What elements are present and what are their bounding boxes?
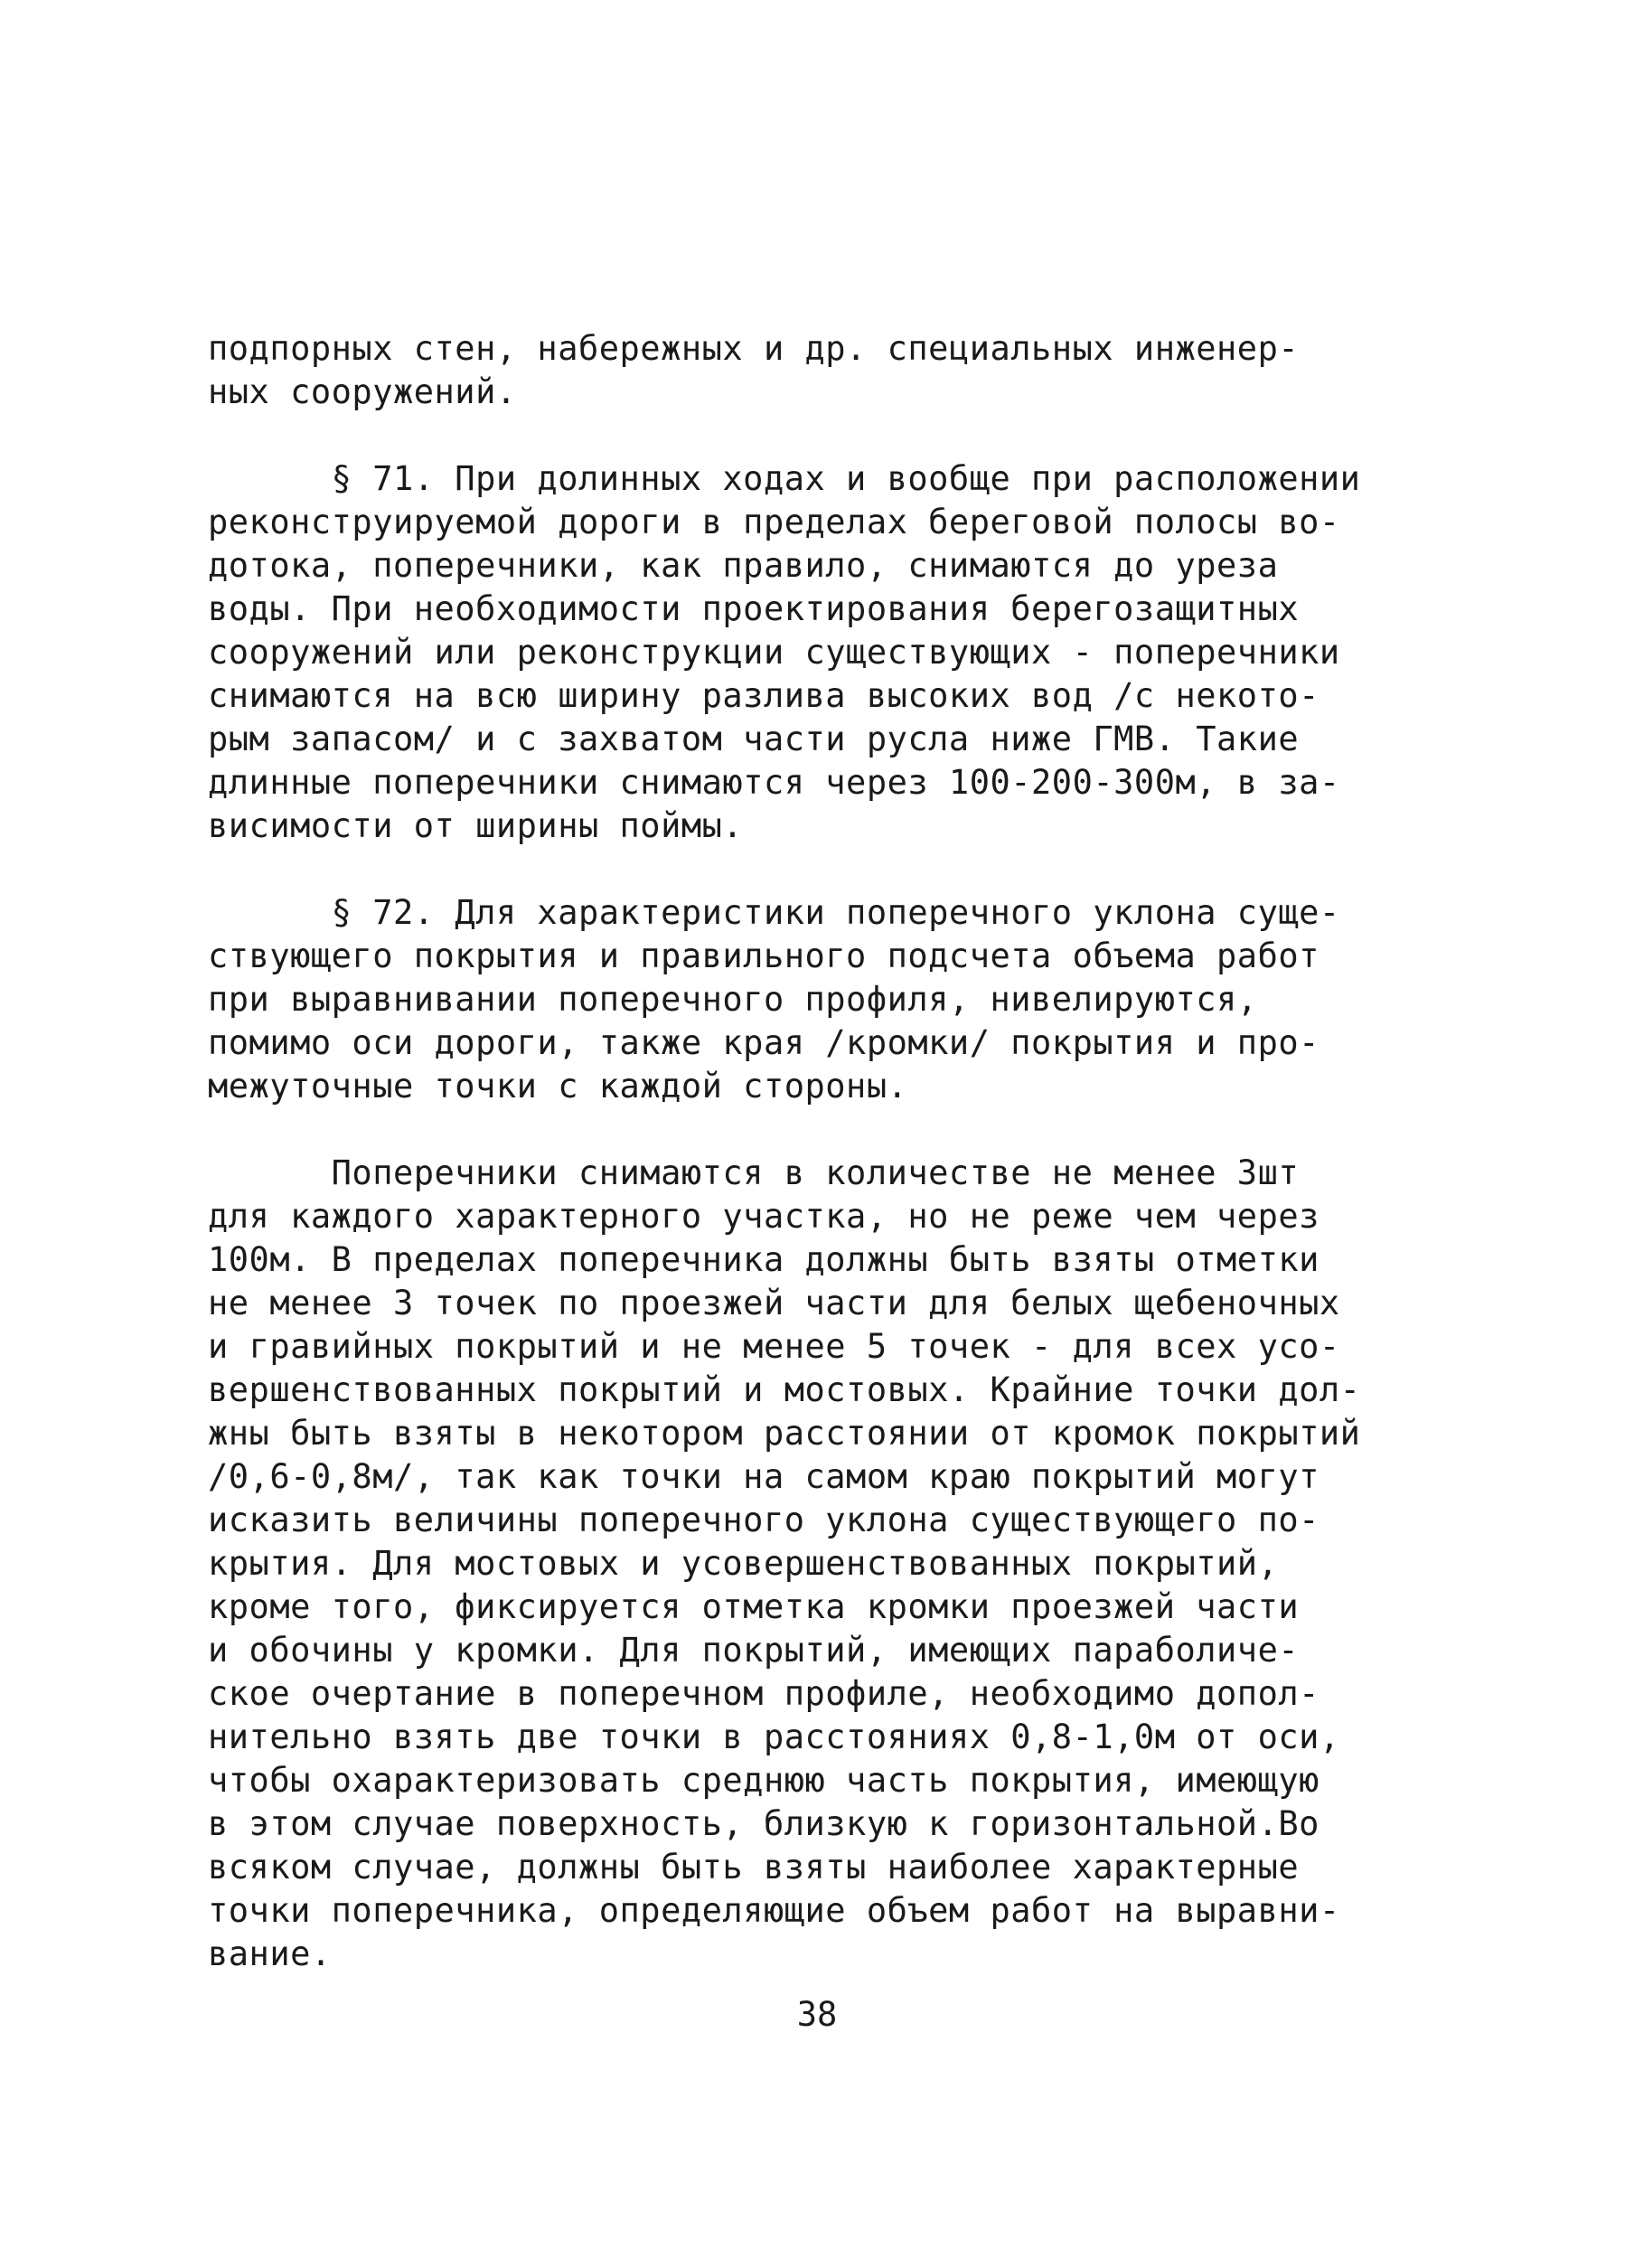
text-line: вание. <box>208 1934 332 1973</box>
text-line: ствующего покрытия и правильного подсчета объема работ <box>208 936 1319 975</box>
text-line: точки поперечника, определяющие объем работ на выравни- <box>208 1891 1340 1930</box>
paragraph-gap <box>208 848 1256 891</box>
text-line: при выравнивании поперечного профиля, нивелируются, <box>208 980 1258 1019</box>
text-line: /0,6-0,8м/, так как точки на самом краю покрытий могут <box>208 1457 1319 1496</box>
text-line: не менее 3 точек по проезжей части для белых щебеночных <box>208 1284 1340 1322</box>
text-line: помимо оси дороги, также края /кромки/ покрытия и про- <box>208 1023 1319 1062</box>
paragraph-gap <box>208 1108 1256 1152</box>
text-line: 100м. В пределах поперечника должны быть взяты отметки <box>208 1240 1319 1279</box>
text-line: и гравийных покрытий и не менее 5 точек - для всех усо- <box>208 1327 1340 1366</box>
page-number: 38 <box>796 1995 838 2034</box>
text-line: висимости от ширины поймы. <box>208 806 744 845</box>
text-line: воды. При необходимости проектирования берегозащитных <box>208 589 1300 628</box>
text-line: длинные поперечники снимаются через 100-200-300м, в за- <box>208 763 1340 802</box>
text-line: рым запасом/ и с захватом части русла ниже ГМВ. Такие <box>208 720 1300 758</box>
text-line: в этом случае поверхность, близкую к горизонтальной.Во <box>208 1804 1319 1843</box>
text-line: снимаются на всю ширину разлива высоких вод /с некото- <box>208 676 1319 715</box>
text-line: сооружений или реконструкции существующих - поперечники <box>208 633 1340 672</box>
paragraph-gap <box>208 414 1256 457</box>
text-line: и обочины у кромки. Для покрытий, имеющих параболиче- <box>208 1631 1300 1670</box>
body-text <box>208 327 1361 1976</box>
paragraph-start-line: Поперечники снимаются в количестве не менее 3шт <box>208 1153 1300 1192</box>
text-line: исказить величины поперечного уклона существующего по- <box>208 1501 1319 1539</box>
text-line: всяком случае, должны быть взяты наиболее характерные <box>208 1848 1300 1887</box>
paragraph-72-line: § 72. Для характеристики поперечного уклона суще- <box>208 893 1340 932</box>
text-line: нительно взять две точки в расстояниях 0,8-1,0м от оси, <box>208 1717 1340 1756</box>
text-line: ных сооружений. <box>208 372 517 411</box>
text-line: дотока, поперечники, как правило, снимаются до уреза <box>208 546 1279 585</box>
text-line: чтобы охарактеризовать среднюю часть покрытия, имеющую <box>208 1761 1319 1800</box>
text-line: вершенствованных покрытий и мостовых. Крайние точки дол- <box>208 1370 1361 1409</box>
text-line: жны быть взяты в некотором расстоянии от кромок покрытий <box>208 1414 1361 1453</box>
text-line: межуточные точки с каждой стороны. <box>208 1067 908 1106</box>
text-line: ское очертание в поперечном профиле, необходимо допол- <box>208 1674 1319 1713</box>
text-line: реконструируемой дороги в пределах береговой полосы во- <box>208 503 1340 541</box>
paragraph-71-line: § 71. При долинных ходах и вообще при расположении <box>208 459 1361 498</box>
text-line: крытия. Для мостовых и усовершенствованных покрытий, <box>208 1544 1279 1583</box>
text-line: кроме того, фиксируется отметка кромки проезжей части <box>208 1587 1300 1626</box>
text-line: подпорных стен, набережных и др. специальных инженер- <box>208 329 1300 368</box>
text-line: для каждого характерного участка, но не реже чем через <box>208 1197 1319 1236</box>
